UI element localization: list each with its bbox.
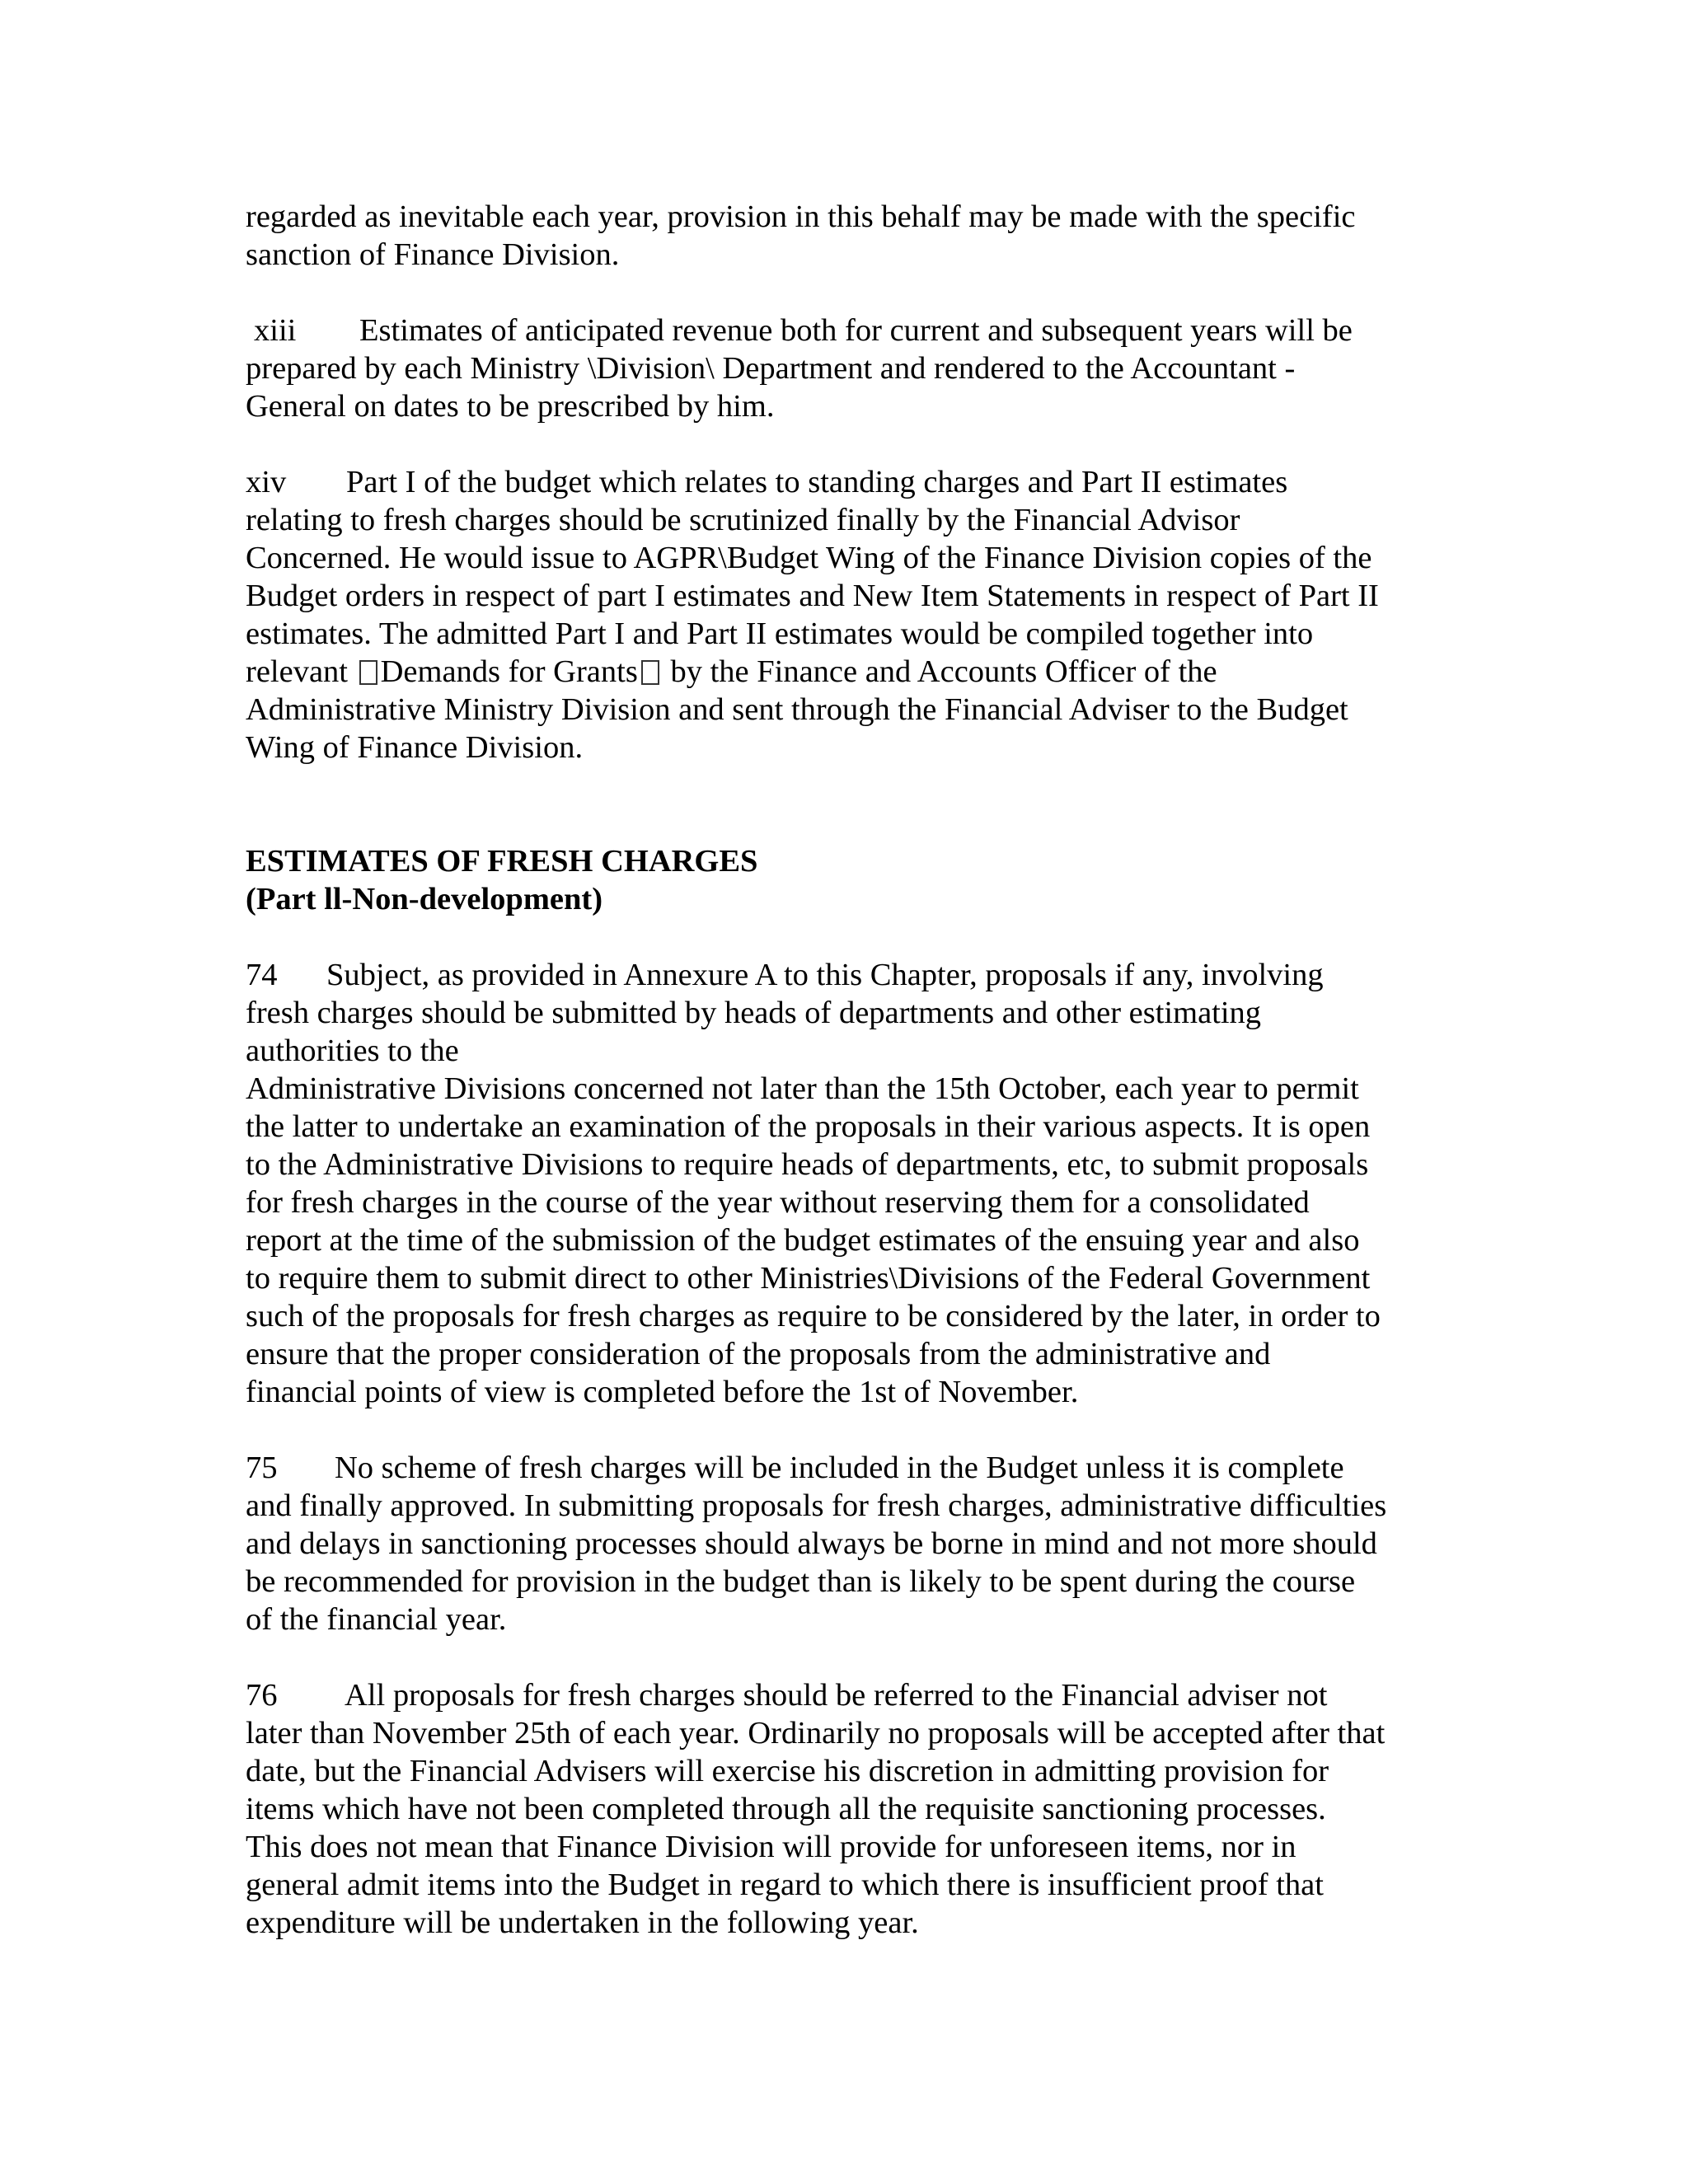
text-line: relating to fresh charges should be scrutinized finally by the Financial Advisor (246, 503, 1240, 537)
section-title: ESTIMATES OF FRESH CHARGES (246, 844, 758, 879)
text-segment: Demands for Grants (380, 654, 638, 689)
text-line: prepared by each Ministry \Division\ Department and rendered to the Accountant - (246, 351, 1296, 386)
text-line: sanction of Finance Division. (246, 237, 620, 272)
text-segment: by the Finance and Accounts Officer of the (670, 654, 1217, 689)
text-line: items which have not been completed through all the requisite sanctioning processes. (246, 1792, 1326, 1826)
text-line: such of the proposals for fresh charges as require to be considered by the later, in order to (246, 1299, 1381, 1333)
text-line: and finally approved. In submitting proposals for fresh charges, administrative difficulties (246, 1488, 1387, 1523)
text-line: General on dates to be prescribed by him. (246, 389, 775, 424)
text-line: general admit items into the Budget in regard to which there is insufficient proof that (246, 1868, 1324, 1902)
text-line: Estimates of anticipated revenue both for current and subsequent years will be (359, 313, 1353, 348)
text-line: date, but the Financial Advisers will exercise his discretion in admitting provision for (246, 1754, 1329, 1788)
text-line: No scheme of fresh charges will be included in the Budget unless it is complete (335, 1451, 1344, 1485)
paragraph-75 (246, 1449, 1457, 1638)
paragraph-continuation (246, 198, 1457, 274)
text-line: to require them to submit direct to other Ministries\Divisions of the Federal Government (246, 1261, 1371, 1296)
text-line: Concerned. He would issue to AGPR\Budget Wing of the Finance Division copies of the (246, 541, 1372, 575)
paragraph-xiv (246, 463, 1457, 766)
paragraph-number: 76 (246, 1678, 278, 1713)
text-line: for fresh charges in the course of the year without reserving them for a consolidated (246, 1185, 1310, 1220)
missing-glyph-icon (641, 660, 659, 685)
text-line: fresh charges should be submitted by heads of departments and other estimating (246, 996, 1262, 1030)
text-line: Subject, as provided in Annexure A to this Chapter, proposals if any, involving (326, 958, 1324, 992)
text-line: Administrative Ministry Division and sent through the Financial Adviser to the Budget (246, 692, 1348, 727)
text-line: Wing of Finance Division. (246, 730, 584, 765)
text-line: Budget orders in respect of part I estimates and New Item Statements in respect of Part II (246, 579, 1379, 613)
text-line: report at the time of the submission of the budget estimates of the ensuing year and also (246, 1223, 1360, 1258)
text-line: be recommended for provision in the budget than is likely to be spent during the course (246, 1564, 1356, 1599)
missing-glyph-icon (359, 660, 377, 685)
document-page (246, 198, 1457, 1942)
text-line: Part I of the budget which relates to standing charges and Part II estimates (346, 465, 1288, 499)
text-segment: relevant (246, 654, 348, 689)
text-line: estimates. The admitted Part I and Part II estimates would be compiled together into (246, 616, 1314, 651)
text-line: This does not mean that Finance Division will provide for unforeseen items, nor in (246, 1830, 1296, 1864)
text-line: ensure that the proper consideration of the proposals from the administrative and (246, 1337, 1271, 1371)
text-line: the latter to undertake an examination of the proposals in their various aspects. It is open (246, 1109, 1371, 1144)
text-line: regarded as inevitable each year, provision in this behalf may be made with the specific (246, 199, 1356, 234)
paragraph-76 (246, 1676, 1457, 1942)
paragraph-xiii (246, 312, 1457, 425)
paragraph-number: xiv (246, 465, 287, 499)
text-line: financial points of view is completed before the 1st of November. (246, 1375, 1079, 1409)
text-line: Administrative Divisions concerned not later than the 15th October, each year to permit (246, 1071, 1359, 1106)
paragraph-number: 75 (246, 1451, 278, 1485)
paragraph-number: 74 (246, 958, 278, 992)
paragraph-74 (246, 956, 1457, 1411)
text-line: to the Administrative Divisions to require heads of departments, etc, to submit proposals (246, 1147, 1369, 1182)
section-heading (246, 842, 1457, 918)
text-line: and delays in sanctioning processes should always be borne in mind and not more should (246, 1526, 1377, 1561)
text-line: All proposals for fresh charges should be referred to the Financial adviser not (345, 1678, 1328, 1713)
section-subtitle: (Part ll-Non-development) (246, 882, 603, 916)
text-line: of the financial year. (246, 1602, 507, 1637)
text-line: authorities to the (246, 1033, 459, 1068)
paragraph-number: xiii (254, 313, 297, 348)
text-line: later than November 25th of each year. Ordinarily no proposals will be accepted after that (246, 1716, 1386, 1750)
text-line: expenditure will be undertaken in the following year. (246, 1905, 919, 1940)
